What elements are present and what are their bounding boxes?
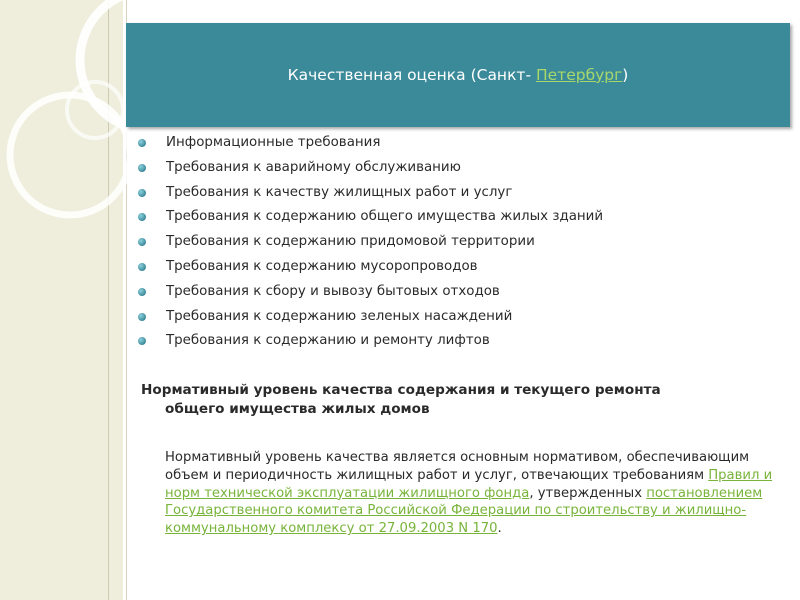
section-heading bbox=[141, 381, 741, 419]
paragraph-text: . bbox=[497, 521, 502, 537]
bullet-icon bbox=[138, 238, 146, 246]
list-item bbox=[138, 255, 603, 280]
list-item-text: Требования к качеству жилищных работ и услуг bbox=[166, 184, 513, 200]
title-prefix: Качественная оценка (Санкт- bbox=[287, 66, 536, 84]
list-item-text: Информационные требования bbox=[166, 135, 381, 150]
list-item bbox=[138, 156, 603, 181]
list-item-text: Требования к содержанию общего имущества жилых зданий bbox=[166, 209, 604, 225]
title-suffix: ) bbox=[622, 66, 629, 84]
list-item-text: Требования к содержанию и ремонту лифтов bbox=[166, 333, 490, 349]
heading-line-1: Нормативный уровень качества содержания и текущего ремонта bbox=[141, 382, 661, 398]
title-link[interactable]: Петербург bbox=[535, 66, 623, 84]
bullet-icon bbox=[138, 139, 146, 147]
bullet-icon bbox=[138, 288, 146, 296]
bullet-icon bbox=[138, 263, 146, 271]
bullet-icon bbox=[138, 164, 146, 172]
bullet-icon bbox=[138, 337, 146, 345]
resolution-link[interactable]: постановлением Государственного комитета Российской Федерации по строительству и жилищно-коммунальному комплексу от 27.09.2003 N 170 bbox=[165, 485, 763, 537]
paragraph-text: Нормативный уровень качества является основным нормативом, обеспечивающим объем и периодичность жилищных работ и услуг, отвечающих требованиям bbox=[165, 450, 750, 483]
list-item bbox=[138, 205, 603, 230]
list-item bbox=[138, 280, 603, 305]
bullet-icon bbox=[138, 313, 146, 321]
list-item bbox=[138, 230, 603, 255]
list-item-text: Требования к сбору и вывозу бытовых отходов bbox=[166, 283, 500, 299]
list-item-text: Требования к содержанию мусоропроводов bbox=[166, 258, 478, 274]
bullet-icon bbox=[138, 213, 146, 221]
list-item bbox=[138, 131, 603, 156]
rules-link[interactable]: Правил и норм технической эксплуатации жилищного фонда bbox=[165, 467, 773, 501]
list-item bbox=[138, 305, 603, 330]
list-item-text: Требования к аварийному обслуживанию bbox=[166, 159, 461, 175]
requirements-list bbox=[138, 131, 603, 354]
list-item bbox=[138, 181, 603, 206]
list-item-text: Требования к содержанию придомовой территории bbox=[166, 234, 535, 250]
heading-line-2: общего имущества жилых домов bbox=[165, 401, 430, 417]
slide-title-bar bbox=[126, 23, 790, 127]
body-paragraph bbox=[165, 449, 787, 538]
slide-title bbox=[288, 66, 629, 84]
list-item-text: Требования к содержанию зеленых насаждений bbox=[166, 308, 513, 324]
paragraph-text: , утвержденных bbox=[529, 485, 647, 501]
list-item bbox=[138, 329, 603, 354]
bullet-icon bbox=[138, 189, 146, 197]
